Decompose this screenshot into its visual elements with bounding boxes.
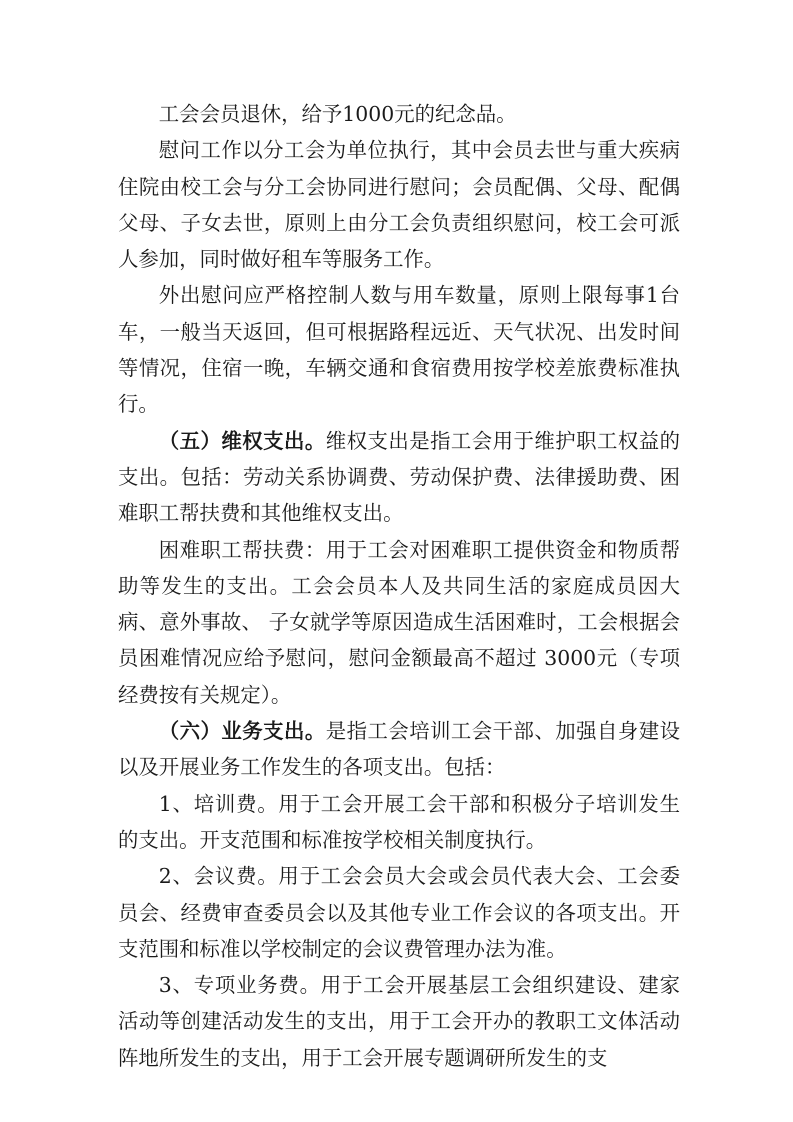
paragraph-text: 2、会议费。用于工会会员大会或会员代表大会、工会委员会、经费审查委员会以及其他专业工作会议的各项支出。开支范围和标准以学校制定的会议费管理办法为准。 — [118, 864, 680, 961]
paragraph-text: 1、培训费。用于工会开展工会干部和积极分子培训发生的支出。开支范围和标准按学校相关制度执行。 — [118, 791, 680, 852]
paragraph-text: 是指工会培训工会干部、加强自身建设以及开展业务工作发生的各项支出。包括： — [118, 719, 680, 780]
list-item — [118, 858, 680, 967]
paragraph-text: 外出慰问应严格控制人数与用车数量，原则上限每事1台车，一般当天返回，但可根据路程远近、天气状况、出发时间等情况，住宿一晚，车辆交通和食宿费用按学校差旅费标准执行。 — [118, 283, 680, 417]
paragraph — [118, 277, 680, 422]
section-heading: （六）业务支出。 — [158, 719, 326, 744]
document-body — [118, 96, 680, 1076]
list-item — [118, 967, 680, 1076]
section-paragraph — [118, 713, 680, 786]
paragraph — [118, 96, 680, 132]
paragraph-text: 困难职工帮扶费：用于工会对困难职工提供资金和物质帮助等发生的支出。工会会员本人及共同生活的家庭成员因大病、意外事故、 子女就学等原因造成生活困难时，工会根据会员困难情况应给予慰问，慰问金额最高不超过 3000元（专项经费按有关规定）。 — [118, 537, 680, 707]
paragraph — [118, 532, 680, 713]
section-heading: （五）维权支出。 — [158, 428, 326, 453]
section-paragraph — [118, 423, 680, 532]
paragraph-text: 慰问工作以分工会为单位执行，其中会员去世与重大疾病住院由校工会与分工会协同进行慰问；会员配偶、父母、配偶父母、子女去世，原则上由分工会负责组织慰问，校工会可派人参加，同时做好租车等服务工作。 — [118, 138, 680, 272]
paragraph-text: 维权支出是指工会用于维护职工权益的支出。包括：劳动关系协调费、劳动保护费、法律援助费、困难职工帮扶费和其他维权支出。 — [118, 428, 680, 526]
paragraph-text: 工会会员退休，给予1000元的纪念品。 — [158, 102, 517, 126]
list-item — [118, 786, 680, 859]
paragraph — [118, 132, 680, 277]
paragraph-text: 3、专项业务费。用于工会开展基层工会组织建设、建家活动等创建活动发生的支出，用于工会开办的教职工文体活动阵地所发生的支出，用于工会开展专题调研所发生的支 — [118, 973, 680, 1070]
